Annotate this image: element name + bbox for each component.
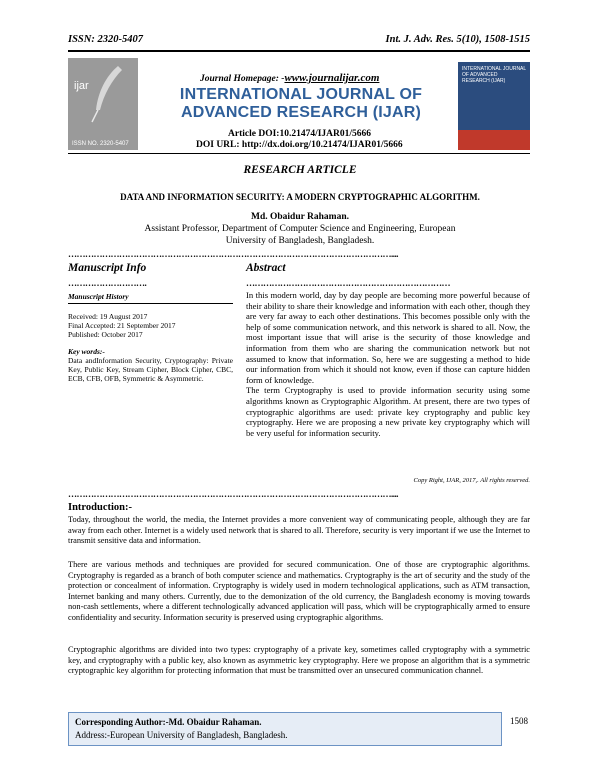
history-rule xyxy=(68,303,233,304)
journal-homepage xyxy=(200,72,379,84)
citation-text: Int. J. Adv. Res. 5(10), 1508-1515 xyxy=(385,34,530,45)
copyright-notice: Copy Right, IJAR, 2017,. All rights reserved. xyxy=(413,477,530,484)
intro-paragraph-1: Today, throughout the world, the media, the Internet provides a more convenient way of communicating people, although they are far away from each other. Internet is a widely used network that is shared to all. Therefore, security is very important if we use the Internet to transmit sensitive data and information. xyxy=(68,515,530,546)
accepted-date: Final Accepted: 21 September 2017 xyxy=(68,321,176,330)
corresponding-author: Corresponding Author:-Md. Obaidur Rahaman. xyxy=(75,717,262,727)
author-affiliation: Assistant Professor, Department of Computer Science and Engineering, European University of Bangladesh, Bangladesh. xyxy=(144,224,456,246)
intro-paragraph-2: There are various methods and techniques are provided for secured communication. One of those are cryptographic algorithms. Cryptography is regarded as a branch of both computer science and mathematics. Cryptography is the art of security and the study of the protection or concealment of information. Cryptography is widely used in modern technological applications, such as ATM transaction, Internet banking and many others. Currently, due to the demonization of the old currency, the Bangladesh economy is moving towards non-cash settlements, where a different technologically advanced application will pass, which will be cryptographically armed to ensure confidentiality and security. Information security is preserved using cryptographic algorithms. xyxy=(68,560,530,622)
homepage-label: Journal Homepage: - xyxy=(200,74,285,84)
abstract-heading: Abstract xyxy=(246,262,286,274)
dotted-separator-2: …………………………………………………………………………………………………….... xyxy=(68,489,398,499)
introduction-heading: Introduction:- xyxy=(68,502,132,513)
logo-issn: ISSN NO. 2320-5407 xyxy=(72,141,129,147)
masthead-rule xyxy=(68,153,530,154)
manuscript-info-heading: Manuscript Info xyxy=(68,262,147,274)
intro-paragraph-3: Cryptographic algorithms are divided into two types: cryptography of a private key, sometimes called cryptography with a symmetric key, and cryptography with a public key, also known as asymmetric key cryptography. Here we propose an algorithm that is a symmetric cryptographic key algorithm for protecting information that must be transmitted over an unsecured communication channel. xyxy=(68,645,530,676)
journal-logo xyxy=(68,58,138,150)
logo-text: ijar xyxy=(74,80,89,92)
manuscript-info xyxy=(68,292,233,383)
journal-title-line2: ADVANCED RESEARCH (IJAR) xyxy=(180,104,422,121)
cover-text: INTERNATIONAL JOURNAL OF ADVANCED RESEARCH (IJAR) xyxy=(462,66,526,84)
quill-icon xyxy=(68,58,138,128)
dotted-separator: …………………………………………………………………………………………………….... xyxy=(68,249,398,259)
cover-bar xyxy=(458,130,530,150)
manuscript-dots: ………………………. xyxy=(68,278,147,288)
article-type: RESEARCH ARTICLE xyxy=(243,164,357,176)
history-heading: Manuscript History xyxy=(68,292,129,301)
keywords-text: Data andInformation Security, Cryptography: Private Key, Public Key, Stream Cipher, Block Cipher, CBC, ECB, CFB, OFB, Symmetric & Asymmetric. xyxy=(68,356,233,383)
author-name: Md. Obaidur Rahaman. xyxy=(250,212,349,222)
received-date: Received: 19 August 2017 xyxy=(68,312,148,321)
paper-title: DATA AND INFORMATION SECURITY: A MODERN CRYPTOGRAPHIC ALGORITHM. xyxy=(120,192,480,202)
abstract-body xyxy=(246,290,530,438)
header-rule xyxy=(68,50,530,52)
abstract-paragraph-1: In this modern world, day by day people are becoming more powerful because of their ability to share their knowledge and information with each other, though they are very far away to each other destinations. This becomes possible only with the help of some communication network, and this network is shared to all. Now, the most important issue that will arise is the security of those knowledge and information from them who are sharing the communication network but not assumed to know that information. So, here we are suggesting a method to hide our information from which it should not know, even if those can capture hidden form of knowledge. xyxy=(246,290,530,385)
published-date: Published: October 2017 xyxy=(68,330,143,339)
article-doi: Article DOI:10.21474/IJAR01/5666 xyxy=(228,129,372,139)
abstract-dots: ……………………………………………………………… xyxy=(246,278,450,288)
journal-title-line1: INTERNATIONAL JOURNAL OF xyxy=(179,86,423,103)
page-number: 1508 xyxy=(510,716,528,726)
abstract-paragraph-2: The term Cryptography is used to provide information security using some algorithms known as Cryptographic Algorithm. At present, there are two types of cryptographic algorithms are used: private key cryptography and public key cryptography. Here we are proposing a new private key cryptography which will be very useful for information security. xyxy=(246,385,530,438)
issn-text: ISSN: 2320-5407 xyxy=(68,34,143,45)
homepage-link[interactable]: www.journalijar.com xyxy=(284,72,380,84)
doi-url[interactable]: DOI URL: http://dx.doi.org/10.21474/IJAR01/5666 xyxy=(196,140,403,150)
corresponding-author-box xyxy=(68,712,502,746)
journal-cover-image xyxy=(458,62,530,150)
keywords-heading: Key words:- xyxy=(68,347,105,356)
author-address: Address:-European University of Bangladesh, Bangladesh. xyxy=(75,730,288,740)
